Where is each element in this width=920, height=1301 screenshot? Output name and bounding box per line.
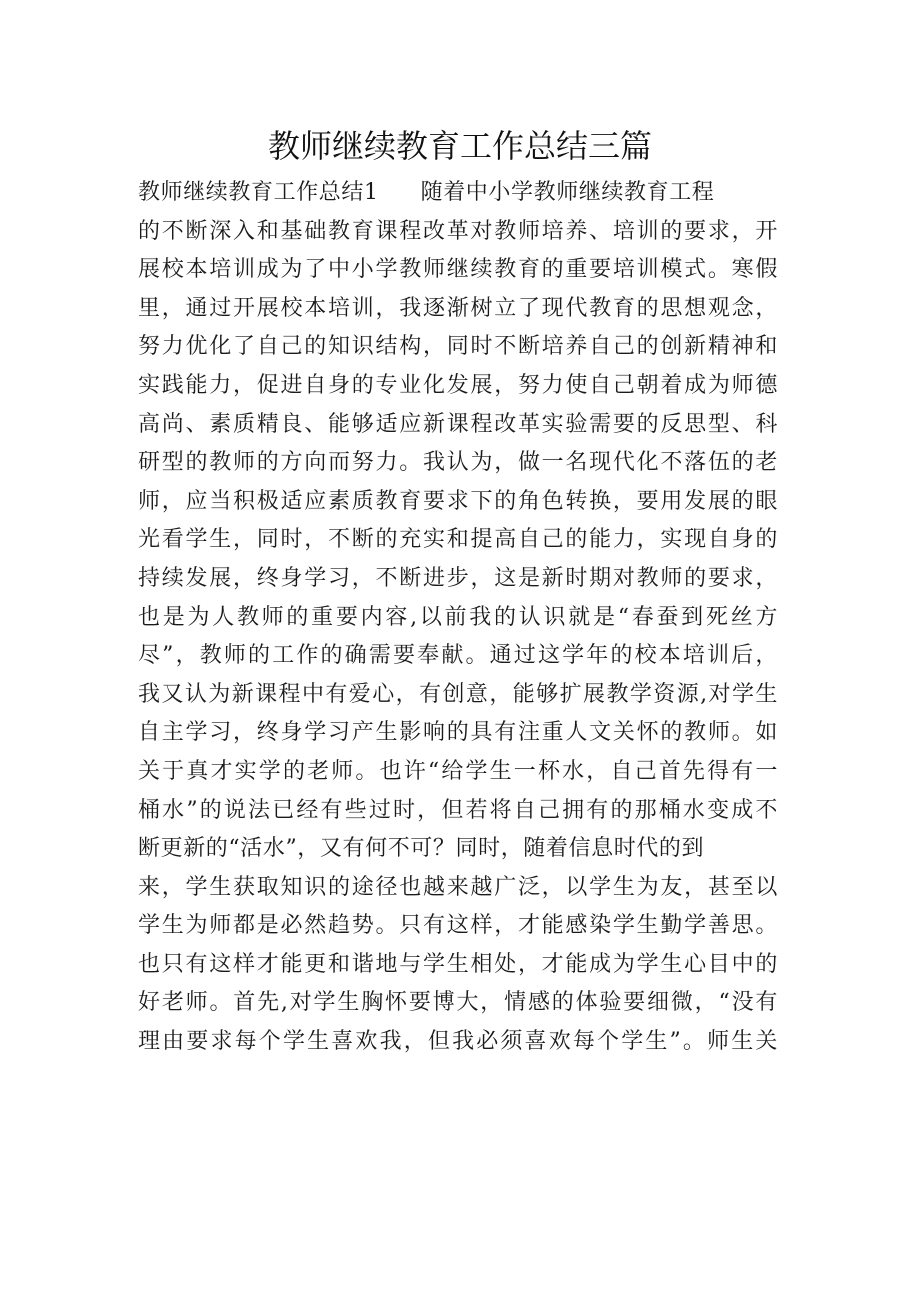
body-line: 断更新的“活水”，又有何不可？同时，随着信息时代的到 [138,836,705,862]
body-line: 好老师。首先,对学生胸怀要博大，情感的体验要细微，“没有 [138,990,778,1016]
body-line: 的不断深入和基础教育课程改革对教师培养、培训的要求，开 [138,218,778,244]
body-line: 桶水”的说法已经有些过时，但若将自己拥有的那桶水变成不 [138,797,778,823]
body-line: 也只有这样才能更和谐地与学生相处，才能成为学生心目中的 [138,951,778,977]
body-line: 理由要求每个学生喜欢我，但我必须喜欢每个学生”。师生关 [138,1029,778,1055]
body-line: 我又认为新课程中有爱心，有创意，能够扩展教学资源,对学生 [138,681,778,707]
body-line: 研型的教师的方向而努力。我认为，做一名现代化不落伍的老 [138,450,778,476]
body-line: 高尚、素质精良、能够适应新课程改革实验需要的反思型、科 [138,411,778,437]
body-line: 学生为师都是必然趋势。只有这样，才能感染学生勤学善思。 [138,913,778,939]
body-line: 师，应当积极适应素质教育要求下的角色转换，要用发展的眼 [138,488,778,514]
body-line: 来，学生获取知识的途径也越来越广泛，以学生为友，甚至以 [138,874,778,900]
body-line: 实践能力，促进自身的专业化发展，努力使自己朝着成为师德 [138,372,778,398]
body-line: 展校本培训成为了中小学教师继续教育的重要培训模式。寒假 [138,257,778,283]
body-line: 里，通过开展校本培训，我逐渐树立了现代教育的思想观念， [138,295,778,321]
body-line: 也是为人教师的重要内容,以前我的认识就是“春蚕到死丝方 [138,604,778,630]
body-line: 光看学生，同时，不断的充实和提高自己的能力，实现自身的 [138,527,778,553]
section-heading: 教师继续教育工作总结1 [138,180,379,205]
body-line: 尽”，教师的工作的确需要奉献。通过这学年的校本培训后， [138,643,778,669]
body-line: 持续发展，终身学习，不断进步，这是新时期对教师的要求， [138,565,778,591]
body-line: 努力优化了自己的知识结构，同时不断培养自己的创新精神和 [138,334,778,360]
document-title: 教师继续教育工作总结三篇 [267,127,652,165]
body-line-1-text: 随着中小学教师继续教育工程 [420,180,715,205]
body-line-1 [138,174,778,213]
document-body [138,174,778,1062]
body-line: 关于真才实学的老师。也许“给学生一杯水，自己首先得有一 [138,758,778,784]
body-line: 自主学习，终身学习产生影响的具有注重人文关怀的教师。如 [138,720,778,746]
